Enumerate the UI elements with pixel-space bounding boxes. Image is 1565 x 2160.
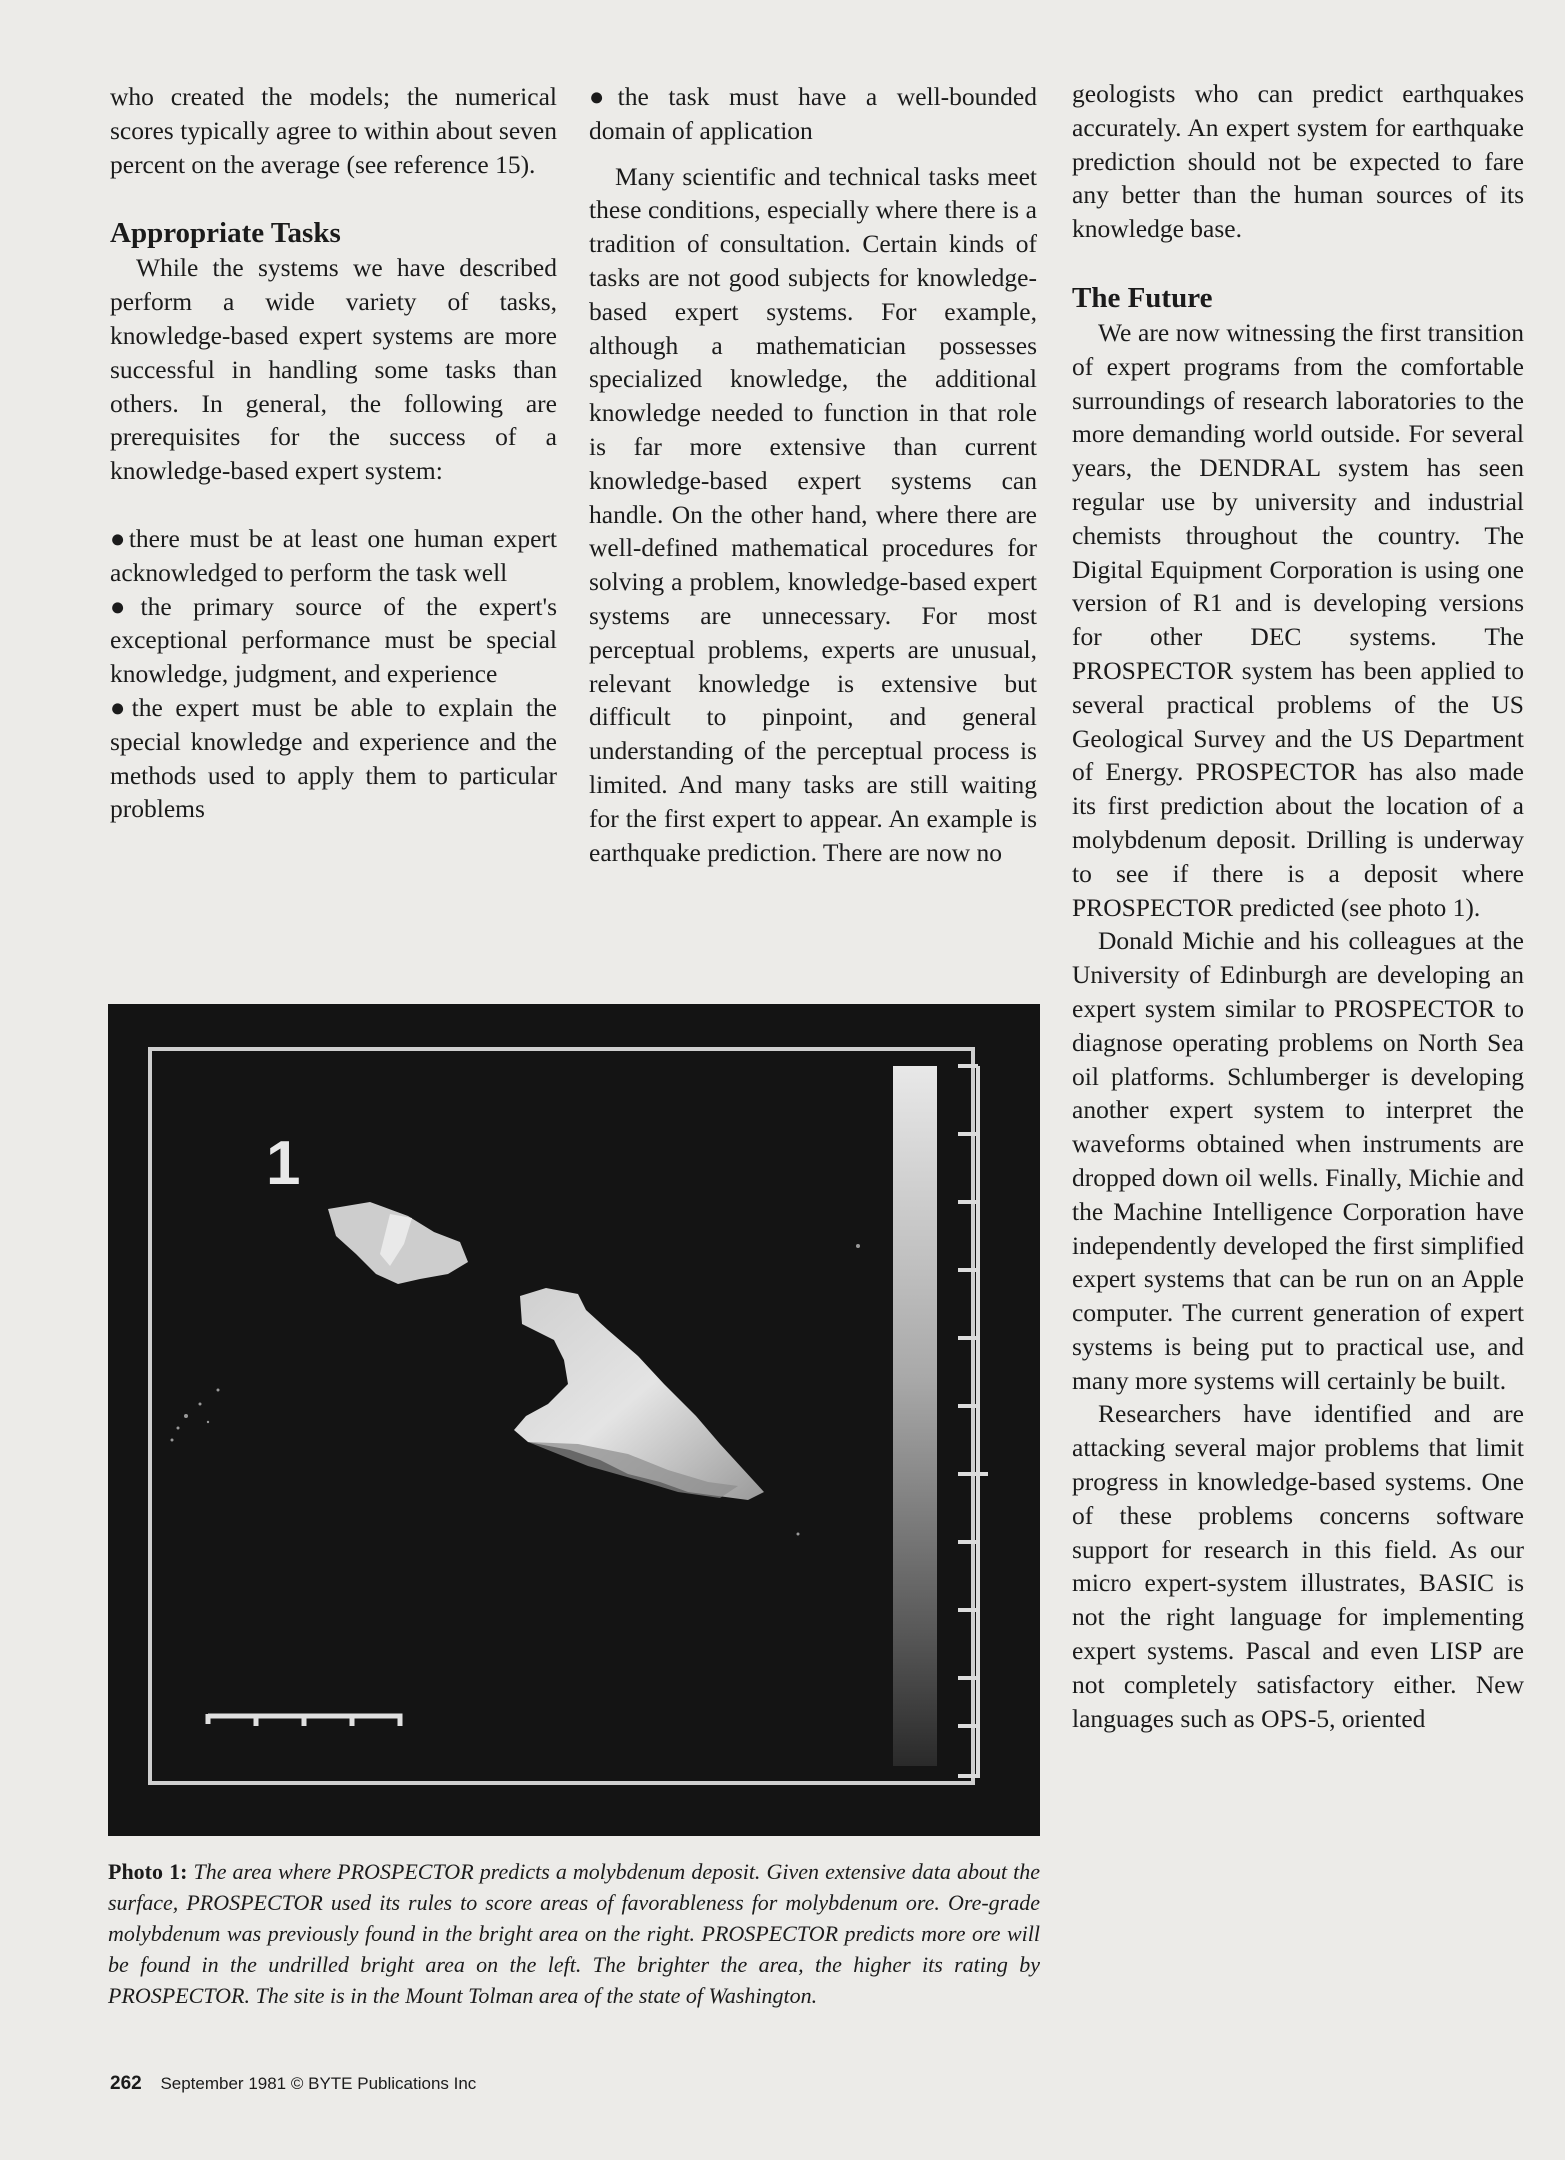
- bullet-item: ●there must be at least one human expert acknowledged to perform the task well: [110, 523, 557, 587]
- paragraph: geologists who can predict earthquakes accurately. An expert system for earthquake prediction should not be expected to fare any better than the human sources of its knowledge base.: [1072, 79, 1524, 244]
- caption-text: The area where PROSPECTOR predicts a molybdenum deposit. Given extensive data about the surface, PROSPECTOR used its rules to score areas of favorableness for molybdenum ore. Ore-grade molybdenum was previously found in the bright area on the right. PROSPECTOR predicts more ore will be found in the undrilled bright area on the left. The brighter the area, the higher its rating by PROSPECTOR. The site is in the Mount Tolman area of the state of Washington.: [108, 1859, 1041, 2008]
- paragraph: Researchers have identified and are attacking several major problems that limit progress in knowledge-based systems. One of these problems concerns software support for research in this field. As our micro expert-system illustrates, BASIC is not the right language for implementing expert systems. Pascal and even LISP are not completely satisfactory either. New languages such as OPS-5, oriented: [1072, 1399, 1524, 1733]
- bullet-icon: ●: [589, 82, 618, 111]
- caption-label: Photo 1:: [108, 1859, 188, 1884]
- photo-label: 1: [266, 1129, 301, 1198]
- column-2: [589, 80, 1037, 869]
- photo-caption: [108, 1856, 1040, 2011]
- page-number: 262: [110, 2073, 142, 2094]
- paragraph: We are now witnessing the first transition of expert programs from the comfortable surroundings of research laboratories to the more demanding world outside. For several years, the DENDRAL system has seen regular use by university and industrial chemists throughout the country. The Digital Equipment Corporation is using one version of R1 and is developing versions for other DEC systems. The PROSPECTOR system has been applied to several practical problems of the US Geological Survey and the US Department of Energy. PROSPECTOR has also made its first prediction about the location of a molybdenum deposit. Drilling is underway to see if there is a deposit where PROSPECTOR predicted (see photo 1).: [1072, 317, 1524, 922]
- page-footer: [110, 2073, 476, 2095]
- bullet-item: ●the primary source of the expert's exceptional performance must be special knowledge, judgment, and experience: [110, 591, 557, 689]
- footer-text: September 1981 © BYTE Publications Inc: [160, 2074, 477, 2093]
- bullet-icon: ●: [110, 591, 141, 621]
- paragraph: Donald Michie and his colleagues at the University of Edinburgh are developing an expert system similar to PROSPECTOR to diagnose operating problems on North Sea oil platforms. Schlumberger is developing another expert system to interpret the waveforms obtained when instruments are dropped down oil wells. Finally, Michie and the Machine Intelligence Corporation have independently developed the first simplified expert systems that can be run on an Apple computer. The current generation of expert systems is being put to practical use, and many more systems will certainly be built.: [1072, 926, 1524, 1395]
- section-heading-appropriate-tasks: Appropriate Tasks: [110, 217, 341, 250]
- column-1: [110, 80, 557, 826]
- paragraph: While the systems we have described perform a wide variety of tasks, knowledge-based expert systems are more successful in handling some tasks than others. In general, the following are prerequisites for the success of a knowledge-based expert system:: [110, 253, 557, 486]
- bullet-item: ●the expert must be able to explain the special knowledge and experience and the methods used to apply them to particular problems: [110, 692, 558, 824]
- gray-scale-strip: [893, 1066, 937, 1766]
- paragraph: who created the models; the numerical scores typically agree to within about seven percent on the average (see reference 15).: [110, 82, 557, 179]
- paragraph: Many scientific and technical tasks meet these conditions, especially where there is a tradition of consultation. Certain kinds of tasks are not good subjects for knowledge-based expert systems. For example, although a mathematician possesses specialized knowledge, the additional knowledge needed to function in that role is far more extensive than current knowledge-based expert systems can handle. On the other hand, where there are well-defined mathematical procedures for solving a problem, knowledge-based expert systems are unnecessary. For most perceptual problems, experts are unusual, relevant knowledge is extensive but difficult to pinpoint, and general understanding of the perceptual process is limited. And many tasks are still waiting for the first expert to appear. An example is earthquake prediction. There are now no: [589, 161, 1037, 867]
- bullet-icon: ●: [110, 523, 129, 553]
- bullet-icon: ●: [110, 692, 132, 722]
- prospector-photo: [108, 1004, 1040, 1836]
- column-3: [1072, 77, 1524, 1735]
- section-heading-the-future: The Future: [1072, 281, 1213, 314]
- bullet-item: ●the task must have a well-bounded domain of application: [589, 82, 1037, 145]
